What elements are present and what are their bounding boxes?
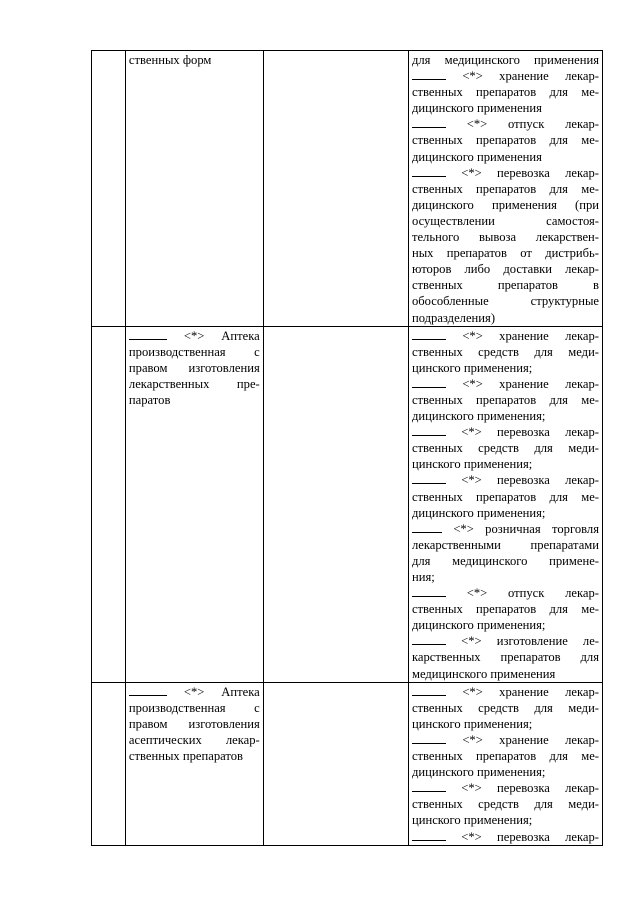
text-line: дицинского применения <box>411 101 542 116</box>
text-line: для медицинского применения <box>411 53 599 67</box>
works-services-cell <box>408 51 602 327</box>
license-table <box>91 50 603 846</box>
table-row <box>92 51 603 327</box>
text-line: цинского применения; <box>411 813 533 828</box>
text-line: лекарственными препаратами <box>411 537 599 552</box>
text-line: <*> перевозка лекар- <box>412 424 599 440</box>
blank-field[interactable] <box>412 585 446 597</box>
organization-type-cell <box>125 51 263 327</box>
blank-field[interactable] <box>412 684 446 696</box>
text-line: дицинского применения; <box>411 505 546 520</box>
organization-type-cell <box>125 682 263 845</box>
text-line: ственных средств для меди- <box>411 797 599 812</box>
blank-field[interactable] <box>412 829 446 841</box>
text-line: <*> Аптека <box>129 684 260 700</box>
text-line: <*> хранение лекар- <box>412 684 599 700</box>
text-line: подразделения) <box>411 310 496 325</box>
text-line: лекарственных пре- <box>128 376 260 391</box>
text-line: <*> отпуск лекар- <box>412 585 599 601</box>
text-line: для медицинского примене- <box>411 553 599 568</box>
text-line: тельного вывоза лекарствен- <box>411 230 599 245</box>
works-services-cell <box>408 682 602 845</box>
blank-field[interactable] <box>129 328 167 340</box>
text-line: ния; <box>411 570 435 584</box>
text-line: <*> хранение лекар- <box>412 376 599 392</box>
text-line: ственных препаратов для ме- <box>411 133 599 148</box>
text-line: производственная с <box>128 344 260 359</box>
text-line: <*> перевозка лекар- <box>412 780 599 796</box>
text-line: <*> отпуск лекар- <box>412 116 599 132</box>
row-number-cell <box>92 326 126 682</box>
blank-field[interactable] <box>412 328 446 340</box>
empty-cell <box>263 682 408 845</box>
text-line: дицинского применения (при <box>411 197 599 212</box>
text-line: <*> перевозка лекар- <box>412 165 599 181</box>
table-row <box>92 326 603 682</box>
blank-field[interactable] <box>412 633 446 645</box>
blank-field[interactable] <box>412 424 446 436</box>
text-line: <*> хранение лекар- <box>412 328 599 344</box>
text-line: производственная с <box>128 700 260 715</box>
empty-cell <box>263 51 408 327</box>
text-line: ственных препаратов в <box>411 278 599 293</box>
text-line: дицинского применения <box>411 149 542 164</box>
text-line: цинского применения; <box>411 716 533 731</box>
text-line: ственных препаратов для ме- <box>411 181 599 196</box>
text-line: правом изготовления <box>128 716 260 731</box>
text-line: <*> розничная торговля <box>412 521 599 537</box>
text-line: <*> перевозка лекар- <box>412 472 599 488</box>
text-line: ственных препаратов для ме- <box>411 749 599 764</box>
text-line: карственных препаратов для <box>411 650 599 665</box>
text-line: ственных препаратов для ме- <box>411 392 599 407</box>
empty-cell <box>263 326 408 682</box>
text-line: <*> Аптека <box>129 328 260 344</box>
text-line: ственных препаратов для ме- <box>411 489 599 504</box>
text-line: цинского применения; <box>411 457 533 472</box>
blank-field[interactable] <box>412 780 446 792</box>
text-line: паратов <box>128 392 171 407</box>
blank-field[interactable] <box>412 732 446 744</box>
works-services-cell <box>408 326 602 682</box>
text-line: ных препаратов от дистрибь- <box>411 246 599 261</box>
organization-type-cell <box>125 326 263 682</box>
text-line: <*> перевозка лекар- <box>412 829 599 845</box>
text-line: правом изготовления <box>128 360 260 375</box>
text-line: дицинского применения; <box>411 765 546 780</box>
text-line: ственных средств для меди- <box>411 700 599 715</box>
blank-field[interactable] <box>412 116 446 128</box>
row-number-cell <box>92 682 126 845</box>
text-line: обособленные структурные <box>411 294 599 309</box>
text-line: ственных форм <box>128 53 212 67</box>
text-line: ственных средств для меди- <box>411 441 599 456</box>
text-line: юторов либо доставки лекар- <box>411 262 599 277</box>
text-line: асептических лекар- <box>128 732 260 747</box>
text-line: ственных препаратов для ме- <box>411 602 599 617</box>
text-line: ственных средств для меди- <box>411 344 599 359</box>
text-line: ственных препаратов для ме- <box>411 85 599 100</box>
row-number-cell <box>92 51 126 327</box>
text-line: <*> хранение лекар- <box>412 68 599 84</box>
blank-field[interactable] <box>412 472 446 484</box>
table-row <box>92 682 603 845</box>
text-line: <*> изготовление ле- <box>412 633 599 649</box>
blank-field[interactable] <box>412 521 442 533</box>
text-line: дицинского применения; <box>411 618 546 633</box>
text-line: осуществлении самостоя- <box>411 213 599 228</box>
text-line: дицинского применения; <box>411 409 546 424</box>
blank-field[interactable] <box>412 165 446 177</box>
text-line: ственных препаратов <box>128 749 243 764</box>
text-line: медицинского применения <box>411 666 556 681</box>
text-line: <*> хранение лекар- <box>412 732 599 748</box>
text-line: цинского применения; <box>411 360 533 375</box>
blank-field[interactable] <box>412 376 446 388</box>
blank-field[interactable] <box>129 684 167 696</box>
blank-field[interactable] <box>412 68 446 80</box>
